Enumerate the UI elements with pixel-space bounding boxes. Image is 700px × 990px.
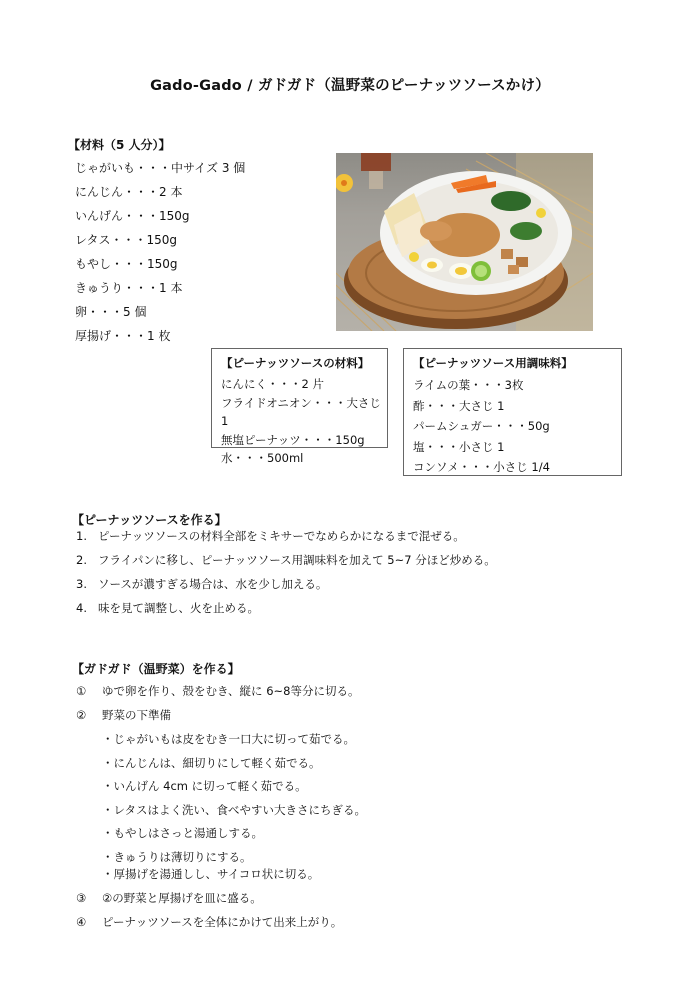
step-number: ③ — [76, 890, 87, 905]
sauce-ingredients-heading: 【ピーナッツソースの材料】 — [221, 356, 370, 370]
list-item — [76, 600, 496, 624]
list-item: もやし・・・150g — [75, 257, 178, 271]
list-item: 厚揚げ・・・1 枚 — [75, 329, 171, 343]
list-item: 水・・・500ml — [221, 451, 304, 465]
make-sauce-heading: 【ピーナッツソースを作る】 — [72, 513, 227, 527]
list-item: にんにく・・・2 片 — [221, 377, 324, 391]
list-item: にんじん・・・2 本 — [75, 185, 183, 199]
step-text: ②の野菜と厚揚げを皿に盛る。 — [102, 890, 262, 905]
list-item: 酢・・・大さじ 1 — [413, 398, 505, 413]
step-text: ピーナッツソースの材料全部をミキサーでなめらかになるまで混ぜる。 — [98, 529, 465, 543]
list-item: レタス・・・150g — [75, 233, 178, 247]
step-number: 1. — [76, 529, 87, 543]
list-item: パームシュガー・・・50g — [413, 419, 550, 433]
list-item: じゃがいも・・・中サイズ 3 個 — [75, 161, 246, 175]
ingredients-heading: 【材料（5 人分）】 — [68, 138, 171, 152]
step-text: ピーナッツソースを全体にかけて出来上がり。 — [102, 914, 343, 929]
list-item: フライドオニオン・・・大さじ1 — [221, 395, 381, 428]
list-item — [76, 914, 366, 938]
sauce-seasoning-box — [403, 348, 622, 476]
step-number: 2. — [76, 553, 87, 567]
prep-item: ・きゅうりは薄切りにする。 — [102, 849, 252, 864]
list-item: ライムの葉・・・3枚 — [413, 378, 524, 392]
prep-item: ・もやしはさっと湯通しする。 — [102, 826, 263, 840]
list-item — [76, 707, 366, 731]
make-sauce-steps — [76, 528, 496, 624]
list-item — [76, 552, 496, 576]
list-item: 無塩ピーナッツ・・・150g — [221, 432, 365, 447]
sauce-seasoning-heading: 【ピーナッツソース用調味料】 — [413, 356, 573, 370]
step-text: フライパンに移し、ピーナッツソース用調味料を加えて 5~7 分ほど炒める。 — [98, 553, 496, 567]
step-number: 4. — [76, 601, 87, 615]
make-gado-heading: 【ガドガド（温野菜）を作る】 — [72, 662, 240, 676]
list-item: 卵・・・5 個 — [75, 305, 147, 319]
page-title: Gado-Gado / ガドガド（温野菜のピーナッツソースかけ） — [150, 78, 550, 94]
list-item — [76, 683, 366, 707]
step-number: ② — [76, 708, 87, 722]
prep-item: ・レタスはよく洗い、食べやすい大きさにちぎる。 — [102, 802, 367, 817]
list-item: いんげん・・・150g — [75, 209, 190, 223]
step-number: 3. — [76, 577, 87, 591]
list-item — [76, 528, 496, 552]
step-number: ④ — [76, 914, 87, 929]
step-text: 味を見て調整し、火を止める。 — [98, 601, 259, 615]
list-item — [76, 890, 366, 914]
sauce-ingredients-box — [211, 348, 388, 465]
step-text: 野菜の下準備 — [102, 708, 171, 722]
step-text: ソースが濃すぎる場合は、水を少し加える。 — [98, 577, 328, 591]
list-item: きゅうり・・・1 本 — [75, 281, 183, 295]
make-gado-steps — [76, 683, 366, 938]
list-item — [76, 576, 496, 600]
dish-photo — [336, 153, 593, 331]
prep-item: ・いんげん 4cm に切って軽く茹でる。 — [102, 779, 307, 793]
prep-item: ・じゃがいもは皮をむき一口大に切って茹でる。 — [102, 732, 355, 746]
step-text: ゆで卵を作り、殻をむき、縦に 6~8等分に切る。 — [102, 684, 360, 698]
prep-item: ・厚揚げを湯通しし、サイコロ状に切る。 — [102, 867, 320, 881]
prep-item: ・にんじんは、細切りにして軽く茹でる。 — [102, 755, 321, 770]
list-item: コンソメ・・・小さじ 1/4 — [413, 460, 550, 474]
ingredients-list — [75, 160, 245, 352]
list-item: 塩・・・小さじ 1 — [413, 439, 505, 454]
step-number: ① — [76, 684, 87, 698]
